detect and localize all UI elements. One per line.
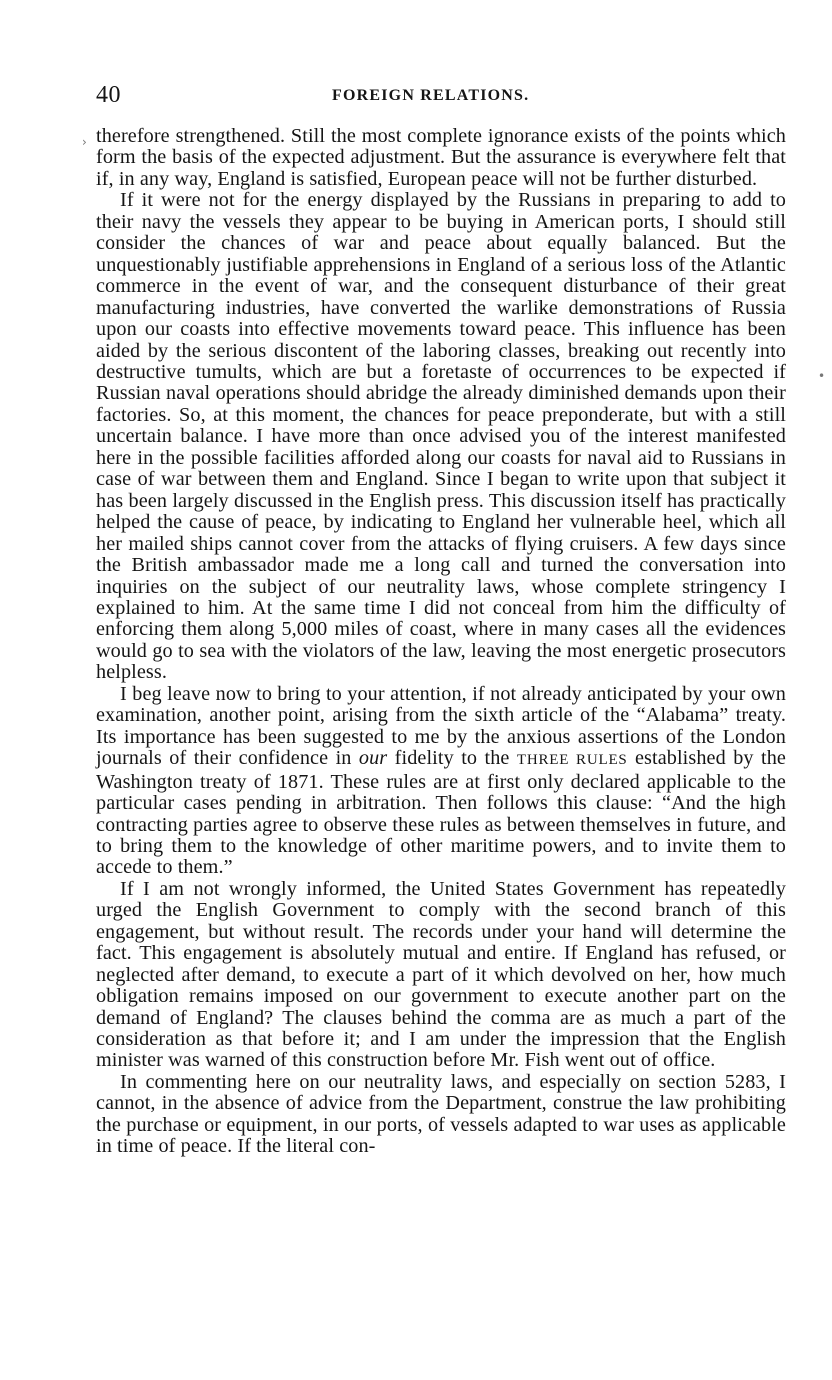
paragraph-alabama-text-end: established by the Washington treaty of 1871. These rules are at first only declared applicable to the particular cases pending in arbitration. Then follows this clause: “And the high contracting parties agree to observe these rules as between themselves in future, and to bring them to the knowledge of other maritime powers, and to invite them to accede to them.” [96, 747, 786, 879]
emphasized-word: our [358, 747, 388, 770]
page-header [96, 82, 786, 112]
margin-mark-right: • [818, 369, 826, 383]
page-number: 40 [96, 82, 121, 108]
margin-mark-left: › [82, 135, 87, 149]
running-head: FOREIGN RELATIONS. [332, 87, 530, 104]
paragraph-russian-navy: If it were not for the energy displayed by the Russians in preparing to add to their navy the vessels they appear to be buying in American ports, I should still consider the chances of war and peace about equally balanced. But the unquestionably justifiable apprehensions in England of a serious loss of the Atlantic commerce in the event of war, and the consequent disturbance of their great manufacturing industries, have converted the warlike demonstrations of Russia upon our coasts into effective movements toward peace. This influence has been aided by the serious discontent of the laboring classes, breaking out recently into destructive tumults, which are but a foretaste of occurrences to be expected if Russian naval operations should abridge the already diminished demands upon their factories. So, at this moment, the chances for peace preponderate, but with a still uncertain balance. I have more than once advised you of the interest manifested here in the possible facilities afforded along our coasts for naval aid to Russians in case of war between them and England. Since I began to write upon that subject it has been largely discussed in the English press. This discussion itself has practically helped the cause of peace, by indicating to England her vulnerable heel, which all her mailed ships cannot cover from the attacks of flying cruisers. A few days since the British ambassador made me a long call and turned the conversation into inquiries on the subject of our neutrality laws, whose complete stringency I explained to him. At the same time I did not conceal from him the difficulty of enforcing them along 5,000 miles of coast, where in many cases all the evidences would go to sea with the violators of the law, leaving the most energetic prosecutors helpless. [96, 189, 786, 684]
three-rules-smallcaps: THREE RULES [516, 752, 628, 769]
paragraph-united-states-government: If I am not wrongly informed, the United States Government has repeatedly urged the English Government to comply with the second branch of this engagement, but without result. The records under your hand will determine the fact. This engagement is absolutely mutual and entire. If England has refused, or neglected after demand, to execute a part of it which devolved on her, how much obligation remains imposed on our government to execute another part on the demand of England? The clauses behind the comma are as much a part of the consideration as that before it; and I am under the impression that the English minister was warned of this construction before Mr. Fish went out of office. [96, 877, 786, 1072]
paragraph-alabama-treaty [96, 684, 786, 879]
paragraph-neutrality-laws: In commenting here on our neutrality laws, and especially on section 5283, I cannot, in the absence of advice from the Department, construe the law prohibiting the purchase or equipment, in our ports, of vessels adapted to war uses as applicable in time of peace. If the literal con- [96, 1070, 786, 1158]
paragraph-alabama-text-start: I beg leave now to bring to your attention, if not already anticipated by your own examination, another point, arising from the sixth article of the “Alabama” treaty. Its importance has been suggested to me by the anxious assertions of the London journals of their confidence in [96, 682, 786, 770]
paragraph-continued: therefore strengthened. Still the most complete ignorance exists of the points which form the basis of the expected adjustment. But the assurance is everywhere felt that if, in any way, England is satisfied, European peace will not be further disturbed. [96, 125, 786, 190]
paragraph-alabama-text-middle: fidelity to the [387, 747, 517, 770]
document-body [96, 126, 786, 1158]
